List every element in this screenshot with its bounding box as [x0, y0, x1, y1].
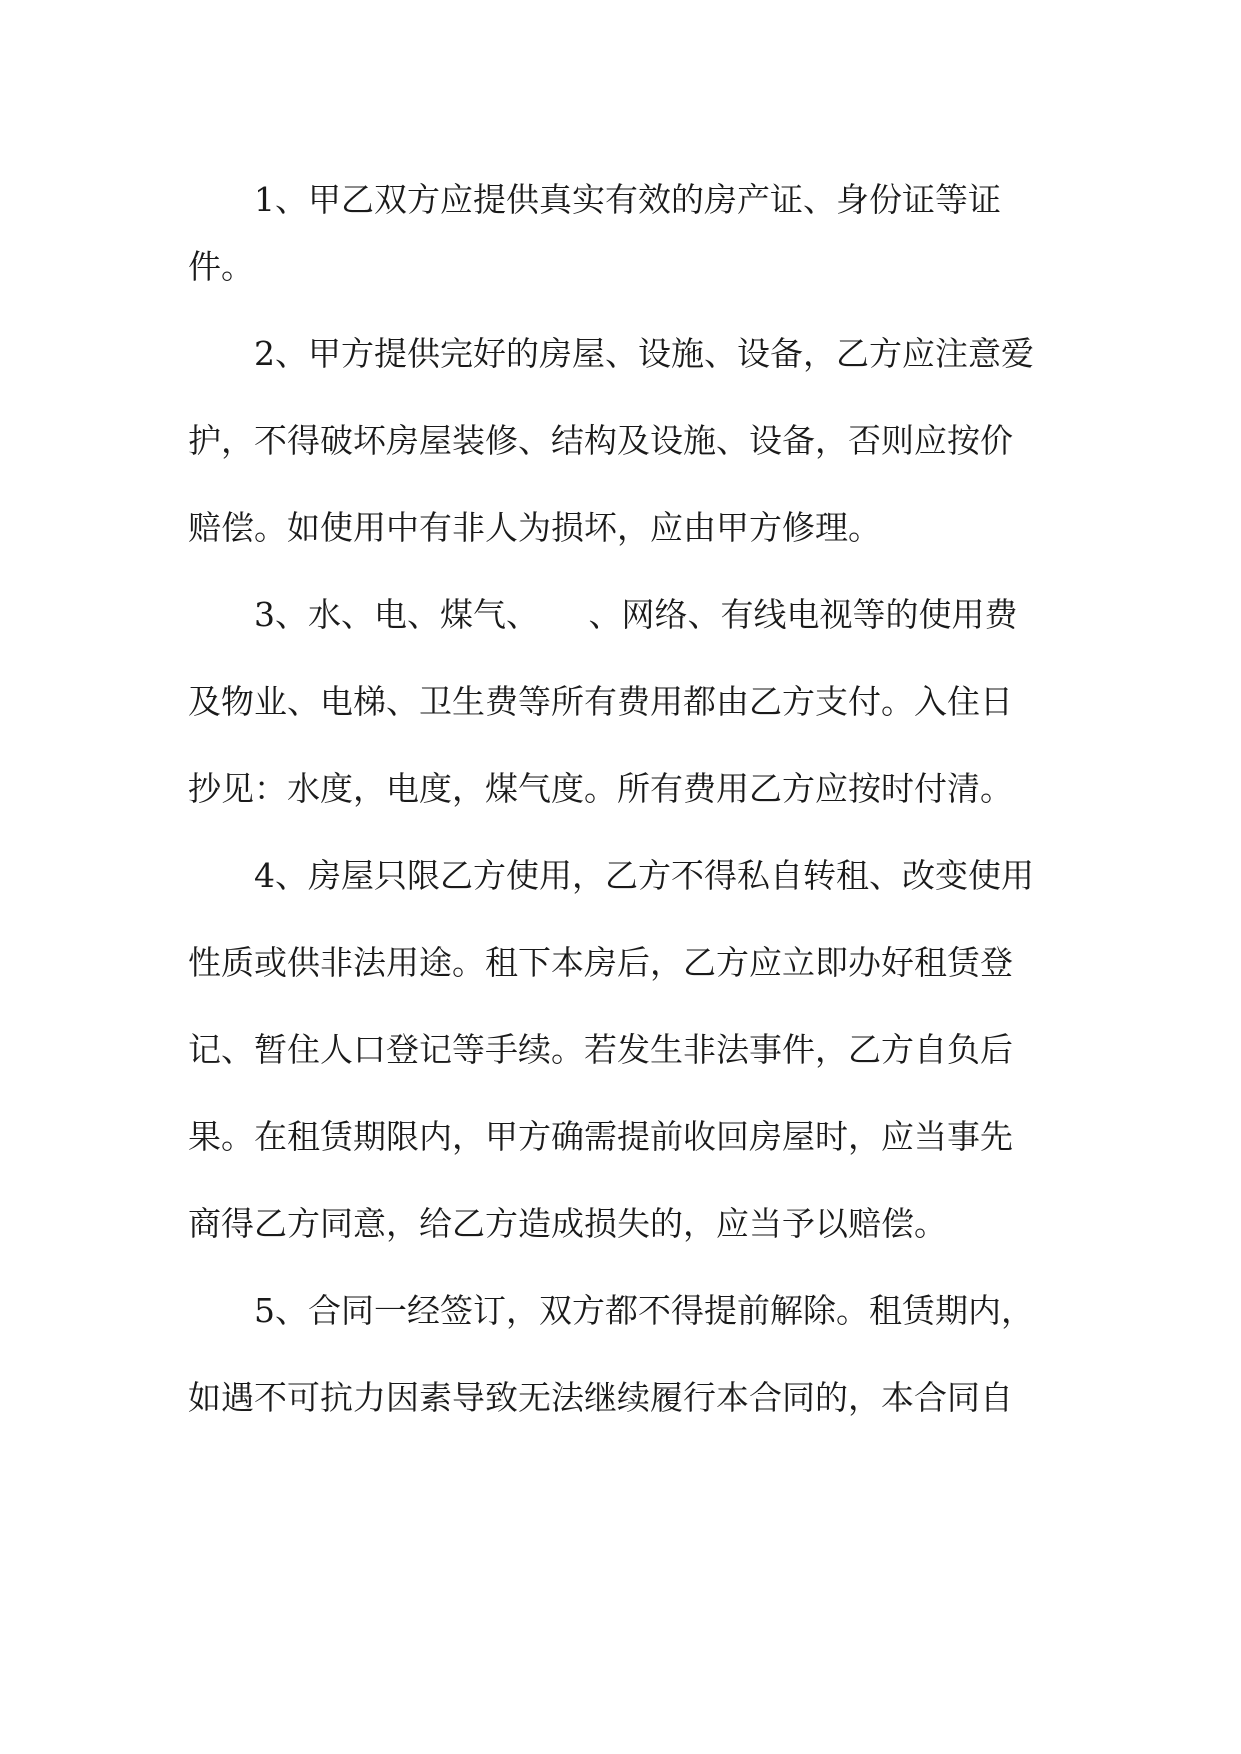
clause-2-line-2: 护，不得破坏房屋装修、结构及设施、设备，否则应按价 [188, 421, 1013, 460]
clause-4-line-4: 果。在租赁期限内，甲方确需提前收回房屋时，应当事先 [188, 1117, 1013, 1156]
clause-3-line-1: 3、水、电、煤气、 、网络、有线电视等的使用费 [254, 595, 1018, 634]
clause-4-line-5: 商得乙方同意，给乙方造成损失的，应当予以赔偿。 [188, 1204, 947, 1243]
clause-4-line-3: 记、暂住人口登记等手续。若发生非法事件，乙方自负后 [188, 1030, 1013, 1069]
clause-5-line-2: 如遇不可抗力因素导致无法继续履行本合同的，本合同自 [188, 1378, 1013, 1417]
clause-2-line-3: 赔偿。如使用中有非人为损坏，应由甲方修理。 [188, 508, 881, 547]
clause-3-line-3: 抄见：水度，电度，煤气度。所有费用乙方应按时付清。 [188, 769, 1013, 808]
clause-2-line-1: 2、甲方提供完好的房屋、设施、设备，乙方应注意爱 [254, 334, 1034, 373]
clause-4-line-2: 性质或供非法用途。租下本房后，乙方应立即办好租赁登 [188, 943, 1013, 982]
clause-1-line-1: 1、甲乙双方应提供真实有效的房产证、身份证等证 [254, 180, 1001, 219]
clause-1-line-2: 件。 [188, 247, 254, 286]
clause-5-line-1: 5、合同一经签订，双方都不得提前解除。租赁期内， [254, 1291, 1034, 1330]
clause-3-line-2: 及物业、电梯、卫生费等所有费用都由乙方支付。入住日 [188, 682, 1013, 721]
clause-4-line-1: 4、房屋只限乙方使用，乙方不得私自转租、改变使用 [254, 856, 1034, 895]
